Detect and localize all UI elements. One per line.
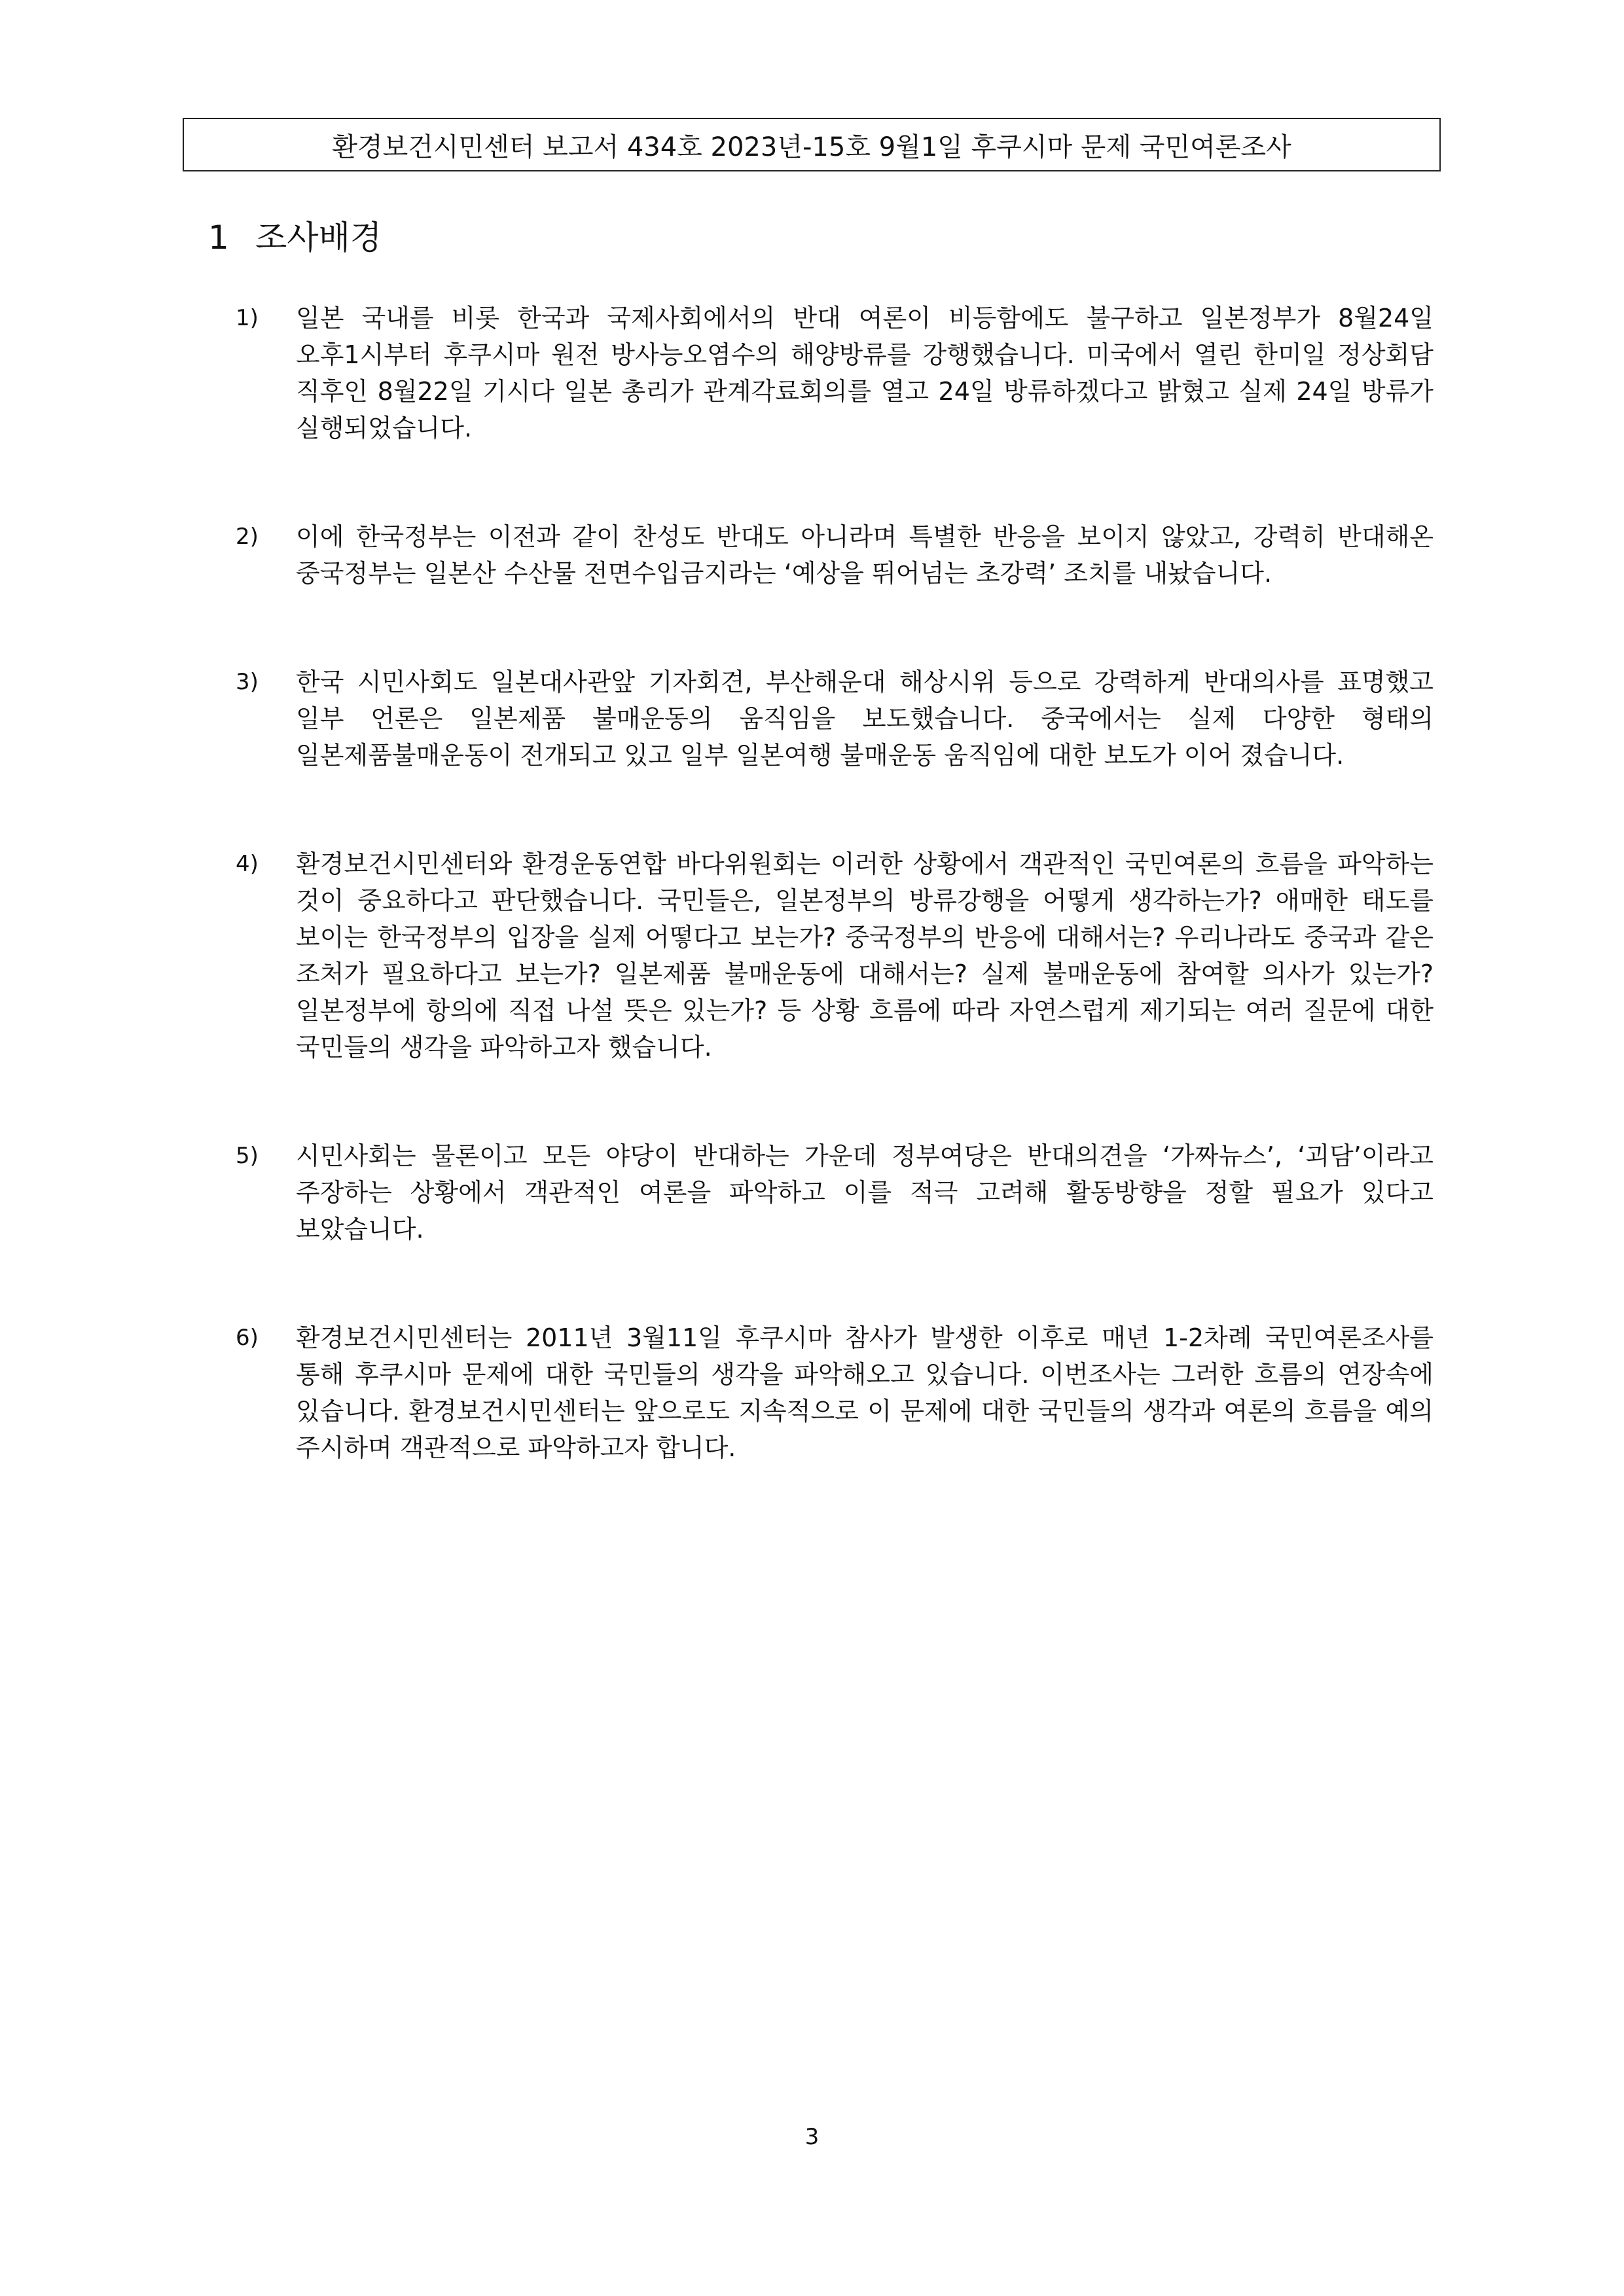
list-item-text: 이에 한국정부는 이전과 같이 찬성도 반대도 아니라며 특별한 반응을 보이지 않았고, 강력히 반대해온 중국정부는 일본산 수산물 전면수입금지라는 ‘예상을 뛰어넘는 초강력’ 조치를 내놨습니다.	[296, 522, 1434, 588]
list-item	[236, 1319, 1434, 1466]
list-item-text: 시민사회는 물론이고 모든 야당이 반대하는 가운데 정부여당은 반대의견을 ‘가짜뉴스’, ‘괴담’이라고 주장하는 상황에서 객관적인 여론을 파악하고 이를 적극 고려해 활동방향을 정할 필요가 있다고 보았습니다.	[296, 1141, 1434, 1244]
list-item-text: 환경보건시민센터와 환경운동연합 바다위원회는 이러한 상황에서 객관적인 국민여론의 흐름을 파악하는 것이 중요하다고 판단했습니다. 국민들은, 일본정부의 방류강행을 어떻게 생각하는가? 애매한 태도를 보이는 한국정부의 입장을 실제 어떻다고 보는가? 중국정부의 반응에 대해서는? 우리나라도 중국과 같은 조처가 필요하다고 보는가? 일본제품 불매운동에 대해서는? 실제 불매운동에 참여할 의사가 있는가? 일본정부에 항의에 직접 나설 뜻은 있는가? 등 상황 흐름에 따라 자연스럽게 제기되는 여러 질문에 대한 국민들의 생각을 파악하고자 했습니다.	[296, 850, 1434, 1062]
section-heading	[208, 211, 382, 259]
list-item-number: 4)	[236, 851, 259, 877]
list-item-number: 6)	[236, 1325, 259, 1351]
list-item-number: 3)	[236, 669, 259, 695]
list-item-text: 일본 국내를 비롯 한국과 국제사회에서의 반대 여론이 비등함에도 불구하고 일본정부가 8월24일 오후1시부터 후쿠시마 원전 방사능오염수의 해양방류를 강행했습니다. 미국에서 열린 한미일 정상회담 직후인 8월22일 기시다 일본 총리가 관계각료회의를 열고 24일 방류하겠다고 밝혔고 실제 24일 방류가 실행되었습니다.	[296, 304, 1434, 442]
list-item-number: 5)	[236, 1143, 259, 1169]
list-item-text: 환경보건시민센터는 2011년 3월11일 후쿠시마 참사가 발생한 이후로 매년 1-2차례 국민여론조사를 통해 후쿠시마 문제에 대한 국민들의 생각을 파악해오고 있습니다. 이번조사는 그러한 흐름의 연장속에 있습니다. 환경보건시민센터는 앞으로도 지속적으로 이 문제에 대한 국민들의 생각과 여론의 흐름을 예의 주시하며 객관적으로 파악하고자 합니다.	[296, 1323, 1434, 1462]
list-item	[236, 1138, 1434, 1247]
list-item	[236, 664, 1434, 774]
list-item-number: 2)	[236, 524, 259, 550]
list-item-text: 한국 시민사회도 일본대사관앞 기자회견, 부산해운대 해상시위 등으로 강력하게 반대의사를 표명했고 일부 언론은 일본제품 불매운동의 움직임을 보도했습니다. 중국에서는 실제 다양한 형태의 일본제품불매운동이 전개되고 있고 일부 일본여행 불매운동 움직임에 대한 보도가 이어 졌습니다.	[296, 668, 1434, 770]
section-title: 조사배경	[255, 219, 382, 257]
list-item	[236, 518, 1434, 592]
page-number: 3	[804, 2124, 820, 2150]
numbered-list	[236, 300, 1434, 1538]
list-item	[236, 300, 1434, 446]
report-header-text: 환경보건시민센터 보고서 434호 2023년-15호 9월1일 후쿠시마 문제 국민여론조사	[332, 132, 1291, 162]
list-item-number: 1)	[236, 305, 259, 331]
list-item	[236, 846, 1434, 1066]
section-number: 1	[208, 219, 229, 257]
report-header	[183, 118, 1441, 171]
